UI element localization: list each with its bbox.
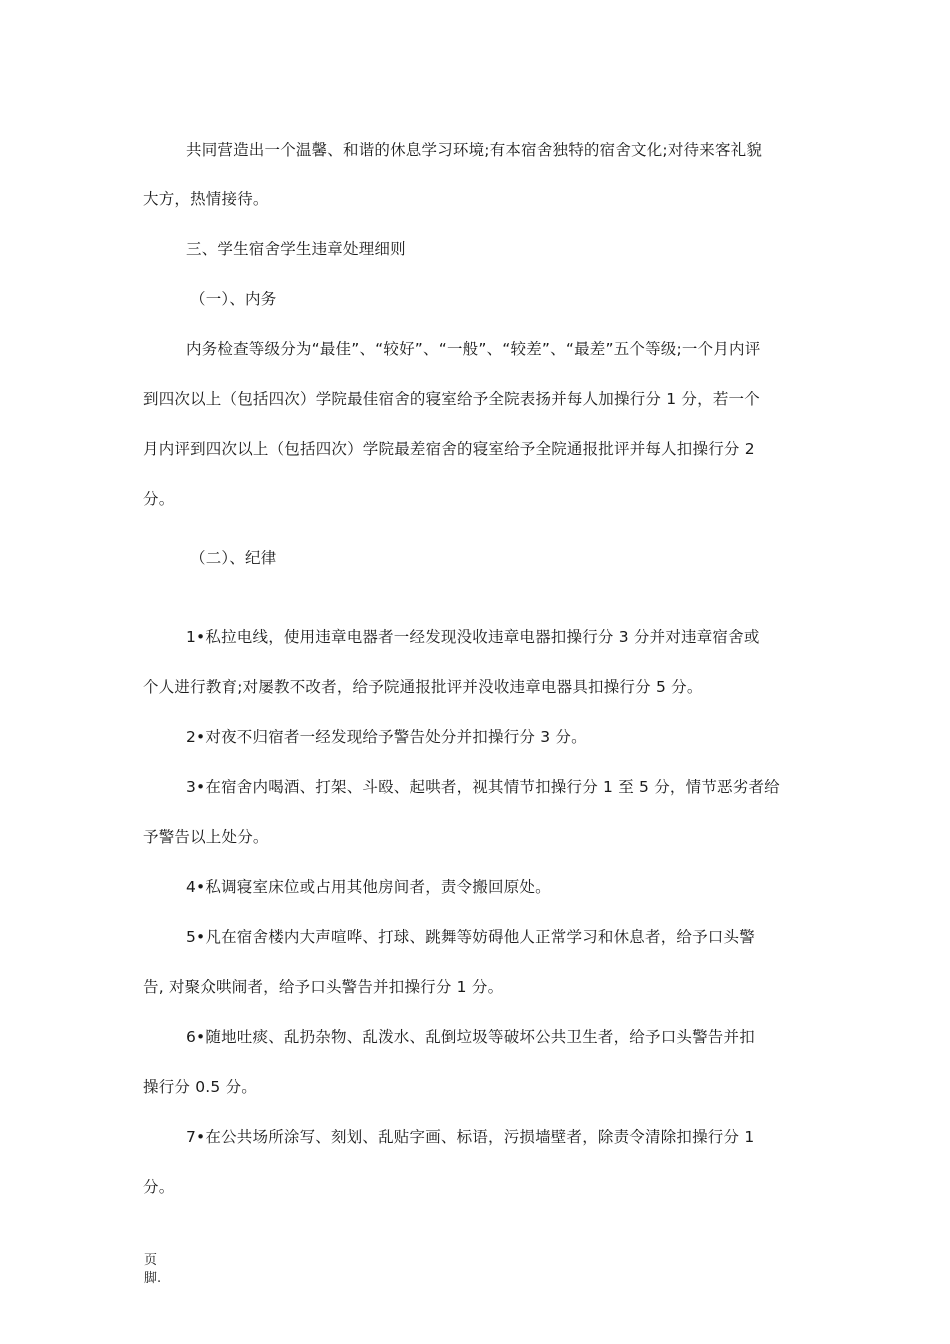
rule-item-4: 4•私调寝室床位或占用其他房间者，责令搬回原处。 [186, 878, 551, 896]
subsection-heading: （一）、内务 [190, 290, 277, 308]
paragraph-line: 共同营造出一个温馨、和谐的休息学习环境;有本宿舍独特的宿舍文化;对待来客礼貌 [186, 141, 763, 159]
paragraph-line: 操行分 0.5 分。 [143, 1078, 258, 1096]
footer-line: 脚. [144, 1271, 162, 1286]
section-heading: 三、学生宿舍学生违章处理细则 [186, 240, 406, 258]
page-footer [144, 1252, 161, 1288]
paragraph-line: 个人进行教育;对屡教不改者，给予院通报批评并没收违章电器具扣操行分 5 分。 [143, 678, 703, 696]
rule-item-5: 5•凡在宿舍楼内大声喧哗、打球、跳舞等妨碍他人正常学习和休息者，给予口头警 [186, 928, 755, 946]
paragraph-line: 到四次以上（包括四次）学院最佳宿舍的寝室给予全院表扬并每人加操行分 1 分，若一个 [143, 390, 760, 408]
paragraph-line: 月内评到四次以上（包括四次）学院最差宿舍的寝室给予全院通报批评并每人扣操行分 2 [143, 440, 755, 458]
rule-item-3: 3•在宿舍内喝酒、打架、斗殴、起哄者，视其情节扣操行分 1 至 5 分，情节恶劣者给 [186, 778, 780, 796]
paragraph-line: 分。 [143, 1178, 175, 1196]
paragraph-line: 大方，热情接待。 [143, 190, 269, 208]
subsection-heading: （二）、纪律 [190, 549, 277, 567]
rule-item-6: 6•随地吐痰、乱扔杂物、乱泼水、乱倒垃圾等破坏公共卫生者，给予口头警告并扣 [186, 1028, 755, 1046]
rule-item-7: 7•在公共场所涂写、刻划、乱贴字画、标语，污损墙壁者，除责令清除扣操行分 1 [186, 1128, 755, 1146]
rule-item-1: 1•私拉电线，使用违章电器者一经发现没收违章电器扣操行分 3 分并对违章宿舍或 [186, 628, 760, 646]
paragraph-line: 告, 对聚众哄闹者，给予口头警告并扣操行分 1 分。 [143, 978, 504, 996]
paragraph-line: 分。 [143, 490, 175, 508]
paragraph-line: 予警告以上处分。 [143, 828, 269, 846]
footer-line: 页 [144, 1253, 158, 1268]
paragraph-line: 内务检查等级分为“最佳”、“较好”、“一般”、“较差”、“最差”五个等级;一个月内评 [186, 340, 761, 358]
rule-item-2: 2•对夜不归宿者一经发现给予警告处分并扣操行分 3 分。 [186, 728, 587, 746]
